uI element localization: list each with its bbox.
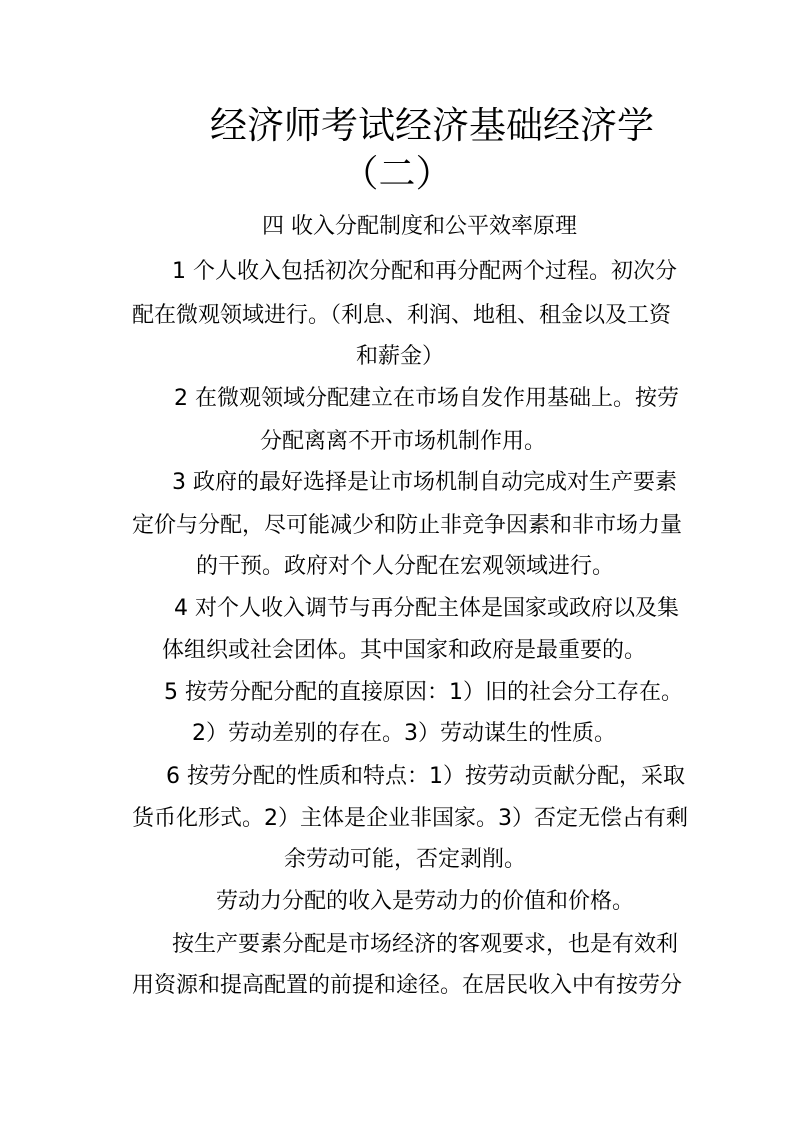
paragraph-line: 4 对个人收入调节与再分配主体是国家或政府以及集 bbox=[174, 596, 679, 621]
document-title-line-2: （二） bbox=[341, 152, 453, 195]
paragraph-line: 余劳动可能，否定剥削。 bbox=[284, 847, 527, 872]
paragraph-line: 货币化形式。2）主体是企业非国家。3）否定无偿占有剩 bbox=[132, 806, 688, 831]
paragraph-line: 6 按劳分配的性质和特点：1）按劳动贡献分配，采取 bbox=[166, 764, 685, 789]
section-heading: 四 收入分配制度和公平效率原理 bbox=[262, 214, 577, 239]
paragraph-line: 3 政府的最好选择是让市场机制自动完成对生产要素 bbox=[172, 470, 677, 495]
paragraph-line: 1 个人收入包括初次分配和再分配两个过程。初次分 bbox=[172, 259, 677, 284]
paragraph-line: 按生产要素分配是市场经济的客观要求，也是有效利 bbox=[172, 932, 679, 957]
paragraph-line: 劳动力分配的收入是劳动力的价值和价格。 bbox=[216, 889, 635, 914]
paragraph-line: 2）劳动差别的存在。3）劳动谋生的性质。 bbox=[192, 721, 616, 746]
paragraph-line: 2 在微观领域分配建立在市场自发作用基础上。按劳 bbox=[174, 386, 679, 411]
paragraph-line: 分配离离不开市场机制作用。 bbox=[260, 429, 547, 454]
paragraph-line: 的干预。政府对个人分配在宏观领域进行。 bbox=[196, 554, 615, 579]
paragraph-line: 和薪金） bbox=[356, 344, 445, 369]
document-title-line-1: 经济师考试经济基础经济学 bbox=[210, 104, 654, 147]
paragraph-line: 定价与分配，尽可能减少和防止非竞争因素和非市场力量 bbox=[132, 513, 683, 538]
paragraph-line: 5 按劳分配分配的直接原因：1）旧的社会分工存在。 bbox=[164, 680, 683, 705]
paragraph-line: 用资源和提高配置的前提和途径。在居民收入中有按劳分 bbox=[132, 973, 683, 998]
paragraph-line: 配在微观领域进行。（利息、利润、地租、租金以及工资 bbox=[132, 303, 672, 328]
paragraph-line: 体组织或社会团体。其中国家和政府是最重要的。 bbox=[162, 638, 647, 663]
